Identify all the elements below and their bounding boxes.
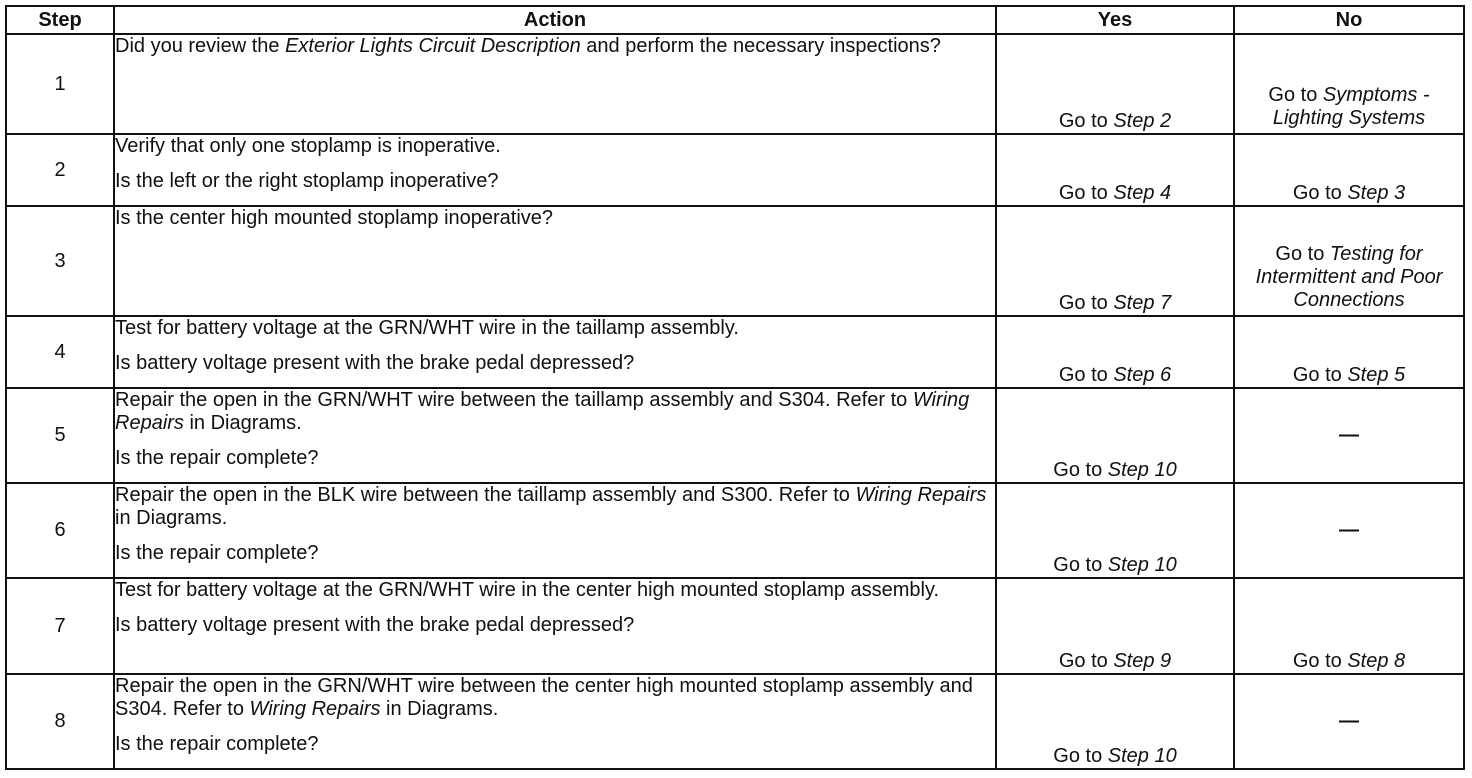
yes-cell (996, 134, 1234, 206)
action-question: Is battery voltage present with the brake pedal depressed? (115, 352, 635, 374)
table-row (6, 578, 1464, 674)
no-cell (1234, 483, 1464, 578)
diagnostic-table (5, 5, 1465, 770)
yes-cell (996, 483, 1234, 578)
table-row (6, 206, 1464, 316)
action-question: Is the center high mounted stoplamp inoperative? (115, 207, 554, 229)
step-number: 1 (6, 34, 114, 134)
yes-step-link[interactable]: Step 10 (1107, 554, 1177, 576)
action-question: Is the repair complete? (115, 447, 319, 469)
no-cell (1234, 388, 1464, 483)
yes-step-link[interactable]: Step 2 (1113, 110, 1172, 132)
step-number: 4 (6, 316, 114, 388)
no-dash: — (1339, 710, 1359, 732)
yes-step-link[interactable]: Step 10 (1107, 745, 1177, 767)
yes-step-link[interactable]: Step 4 (1113, 182, 1172, 204)
yes-step-link[interactable]: Step 9 (1113, 650, 1172, 672)
no-cell (1234, 674, 1464, 769)
yes-cell (996, 674, 1234, 769)
header-no: No (1234, 6, 1464, 34)
action-text (115, 389, 995, 435)
action-question: Is the repair complete? (115, 733, 319, 755)
action-text: Verify that only one stoplamp is inoperative. (115, 135, 501, 157)
action-cell (114, 206, 996, 316)
action-cell (114, 578, 996, 674)
no-cell (1234, 578, 1464, 674)
action-reference: Wiring Repairs (249, 698, 381, 720)
header-step: Step (6, 6, 114, 34)
yes-goto-text: Go to (1058, 292, 1114, 314)
no-goto-text: Go to (1275, 243, 1330, 265)
no-cell (1234, 134, 1464, 206)
yes-cell (996, 388, 1234, 483)
action-text-part: in Diagrams. (115, 507, 228, 529)
table-row (6, 674, 1464, 769)
yes-cell (996, 578, 1234, 674)
action-text: and perform the necessary inspections? (580, 35, 941, 57)
action-text-part: in Diagrams. (380, 698, 499, 720)
table-row (6, 34, 1464, 134)
action-cell (114, 674, 996, 769)
yes-goto-text: Go to (1053, 459, 1108, 481)
action-text-part: Repair the open in the BLK wire between the taillamp assembly and S300. Refer to (115, 484, 856, 506)
action-cell (114, 316, 996, 388)
action-reference: Exterior Lights Circuit Description (285, 35, 581, 57)
yes-cell (996, 34, 1234, 134)
action-question: Is battery voltage present with the brake pedal depressed? (115, 614, 635, 636)
action-question: Is the left or the right stoplamp inoperative? (115, 170, 499, 192)
yes-goto-text: Go to (1058, 650, 1114, 672)
action-text: Test for battery voltage at the GRN/WHT wire in the taillamp assembly. (115, 317, 739, 339)
table-row (6, 134, 1464, 206)
no-step-link[interactable]: Step 3 (1347, 182, 1406, 204)
no-dash: — (1339, 519, 1359, 541)
action-cell (114, 34, 996, 134)
step-number: 3 (6, 206, 114, 316)
step-number: 2 (6, 134, 114, 206)
action-text (115, 675, 995, 721)
yes-step-link[interactable]: Step 6 (1113, 364, 1172, 386)
no-step-link[interactable]: Testing for Intermittent and Poor Connections (1255, 243, 1443, 311)
yes-step-link[interactable]: Step 10 (1107, 459, 1177, 481)
yes-goto-text: Go to (1053, 554, 1108, 576)
yes-goto-text: Go to (1053, 745, 1108, 767)
action-question: Is the repair complete? (115, 542, 319, 564)
step-number: 7 (6, 578, 114, 674)
action-text (115, 484, 995, 530)
no-goto-text: Go to (1268, 84, 1323, 106)
no-goto-text: Go to (1292, 650, 1348, 672)
table-row (6, 388, 1464, 483)
step-number: 8 (6, 674, 114, 769)
action-text-part: Repair the open in the GRN/WHT wire between the taillamp assembly and S304. Refer to (115, 389, 913, 411)
no-dash: — (1339, 424, 1359, 446)
yes-step-link[interactable]: Step 7 (1113, 292, 1172, 314)
no-cell (1234, 316, 1464, 388)
no-step-link[interactable]: Step 8 (1347, 650, 1406, 672)
no-goto-text: Go to (1292, 364, 1348, 386)
no-step-link[interactable]: Symptoms - Lighting Systems (1272, 84, 1430, 129)
table-row (6, 316, 1464, 388)
header-yes: Yes (996, 6, 1234, 34)
header-row (6, 6, 1464, 34)
action-reference: Wiring Repairs (855, 484, 987, 506)
yes-cell (996, 316, 1234, 388)
header-action: Action (114, 6, 996, 34)
no-step-link[interactable]: Step 5 (1347, 364, 1406, 386)
action-cell (114, 483, 996, 578)
action-text: Did you review the (115, 35, 286, 57)
yes-goto-text: Go to (1058, 182, 1114, 204)
yes-cell (996, 206, 1234, 316)
action-cell (114, 388, 996, 483)
table-row (6, 483, 1464, 578)
yes-goto-text: Go to (1058, 110, 1114, 132)
action-text: Test for battery voltage at the GRN/WHT wire in the center high mounted stoplamp assembly. (115, 579, 940, 601)
action-text-part: in Diagrams. (183, 412, 302, 434)
action-reference: Wiring Repairs (115, 389, 970, 434)
no-cell (1234, 206, 1464, 316)
action-text-part: Repair the open in the GRN/WHT wire between the center high mounted stoplamp assembly and S304. Refer to (115, 675, 973, 720)
no-goto-text: Go to (1292, 182, 1348, 204)
step-number: 6 (6, 483, 114, 578)
yes-goto-text: Go to (1058, 364, 1114, 386)
step-number: 5 (6, 388, 114, 483)
no-cell (1234, 34, 1464, 134)
action-cell (114, 134, 996, 206)
